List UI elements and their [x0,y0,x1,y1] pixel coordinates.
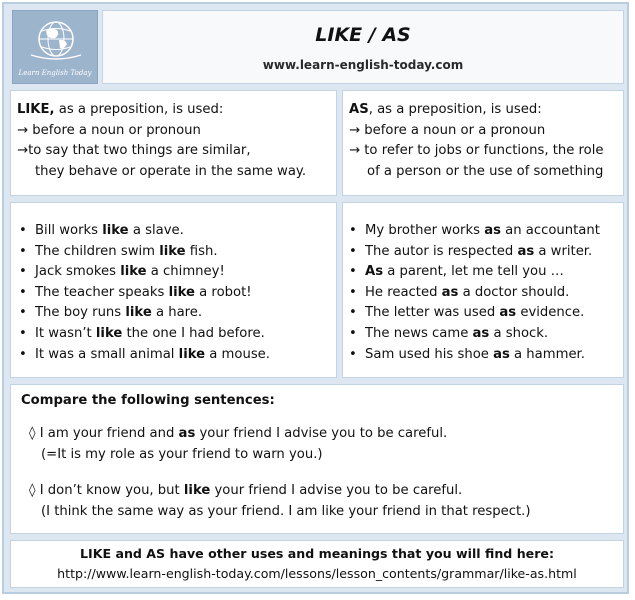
footer-url-link[interactable]: http://www.learn-english-today.com/lessons/lesson_contents/grammar/like-as.html [57,566,577,581]
as-rule-2: → to refer to jobs or functions, the role [349,143,604,158]
compare-sentence-2: ◊ I don’t know you, but like your friend I advise you to be careful. [29,483,463,498]
as-examples-panel [342,202,624,378]
as-rules-panel [342,90,624,196]
list-item: • The letter was used as evidence. [349,303,600,324]
like-rules-heading: LIKE, as a preposition, is used: [17,102,224,117]
compare-sentence-1: ◊ I am your friend and as your friend I advise you to be careful. [29,426,448,441]
page-title: LIKE / AS [315,24,411,46]
like-rule-2-continued: they behave or operate in the same way. [35,163,307,179]
list-item: • The boy runs like a hare. [19,303,270,324]
list-item: • Sam used his shoe as a hammer. [349,345,600,366]
list-item: • Jack smokes like a chimney! [19,262,270,283]
arrow-right-icon: → [17,143,29,158]
arrow-right-icon: → [17,122,29,138]
as-rules-heading: AS, as a preposition, is used: [349,102,542,117]
as-rule-2-continued: of a person or the use of something [367,163,604,179]
website-address: www.learn-english-today.com [262,58,464,72]
list-item: • Bill works like a slave. [19,221,270,242]
list-item: • My brother works as an accountant [349,221,600,242]
as-rule-1: → before a noun or a pronoun [349,122,546,138]
list-item: • As a parent, let me tell you … [349,262,600,283]
logo [12,10,98,84]
list-item: • The children swim like fish. [19,242,270,263]
list-item: • The autor is respected as a writer. [349,242,600,263]
like-rule-2: →to say that two things are similar, [17,143,251,158]
worksheet [2,2,629,594]
compare-note-1: (=It is my role as your friend to warn you.) [41,447,323,462]
logo-text: Learn English Today [18,69,92,77]
title-panel [102,10,624,84]
footer-note: LIKE and AS have other uses and meanings that you will find here: [79,546,554,561]
arrow-right-icon: → [349,143,361,158]
footer-panel [10,540,624,588]
like-examples-panel [10,202,337,378]
list-item: • He reacted as a doctor should. [349,283,600,304]
diamond-icon: ◊ [29,483,36,498]
compare-panel [10,384,624,534]
list-item: • The teacher speaks like a robot! [19,283,270,304]
as-examples-list [349,221,600,365]
like-rule-1: → before a noun or pronoun [17,122,201,138]
list-item: • The news came as a shock. [349,324,600,345]
arrow-right-icon: → [349,122,361,138]
compare-note-2: (I think the same way as your friend. I am like your friend in that respect.) [41,504,531,519]
list-item: • It was a small animal like a mouse. [19,345,270,366]
like-rules-panel [10,90,337,196]
like-examples-list [19,221,270,365]
diamond-icon: ◊ [29,426,36,441]
compare-heading: Compare the following sentences: [21,393,275,408]
list-item: • It wasn’t like the one I had before. [19,324,270,345]
